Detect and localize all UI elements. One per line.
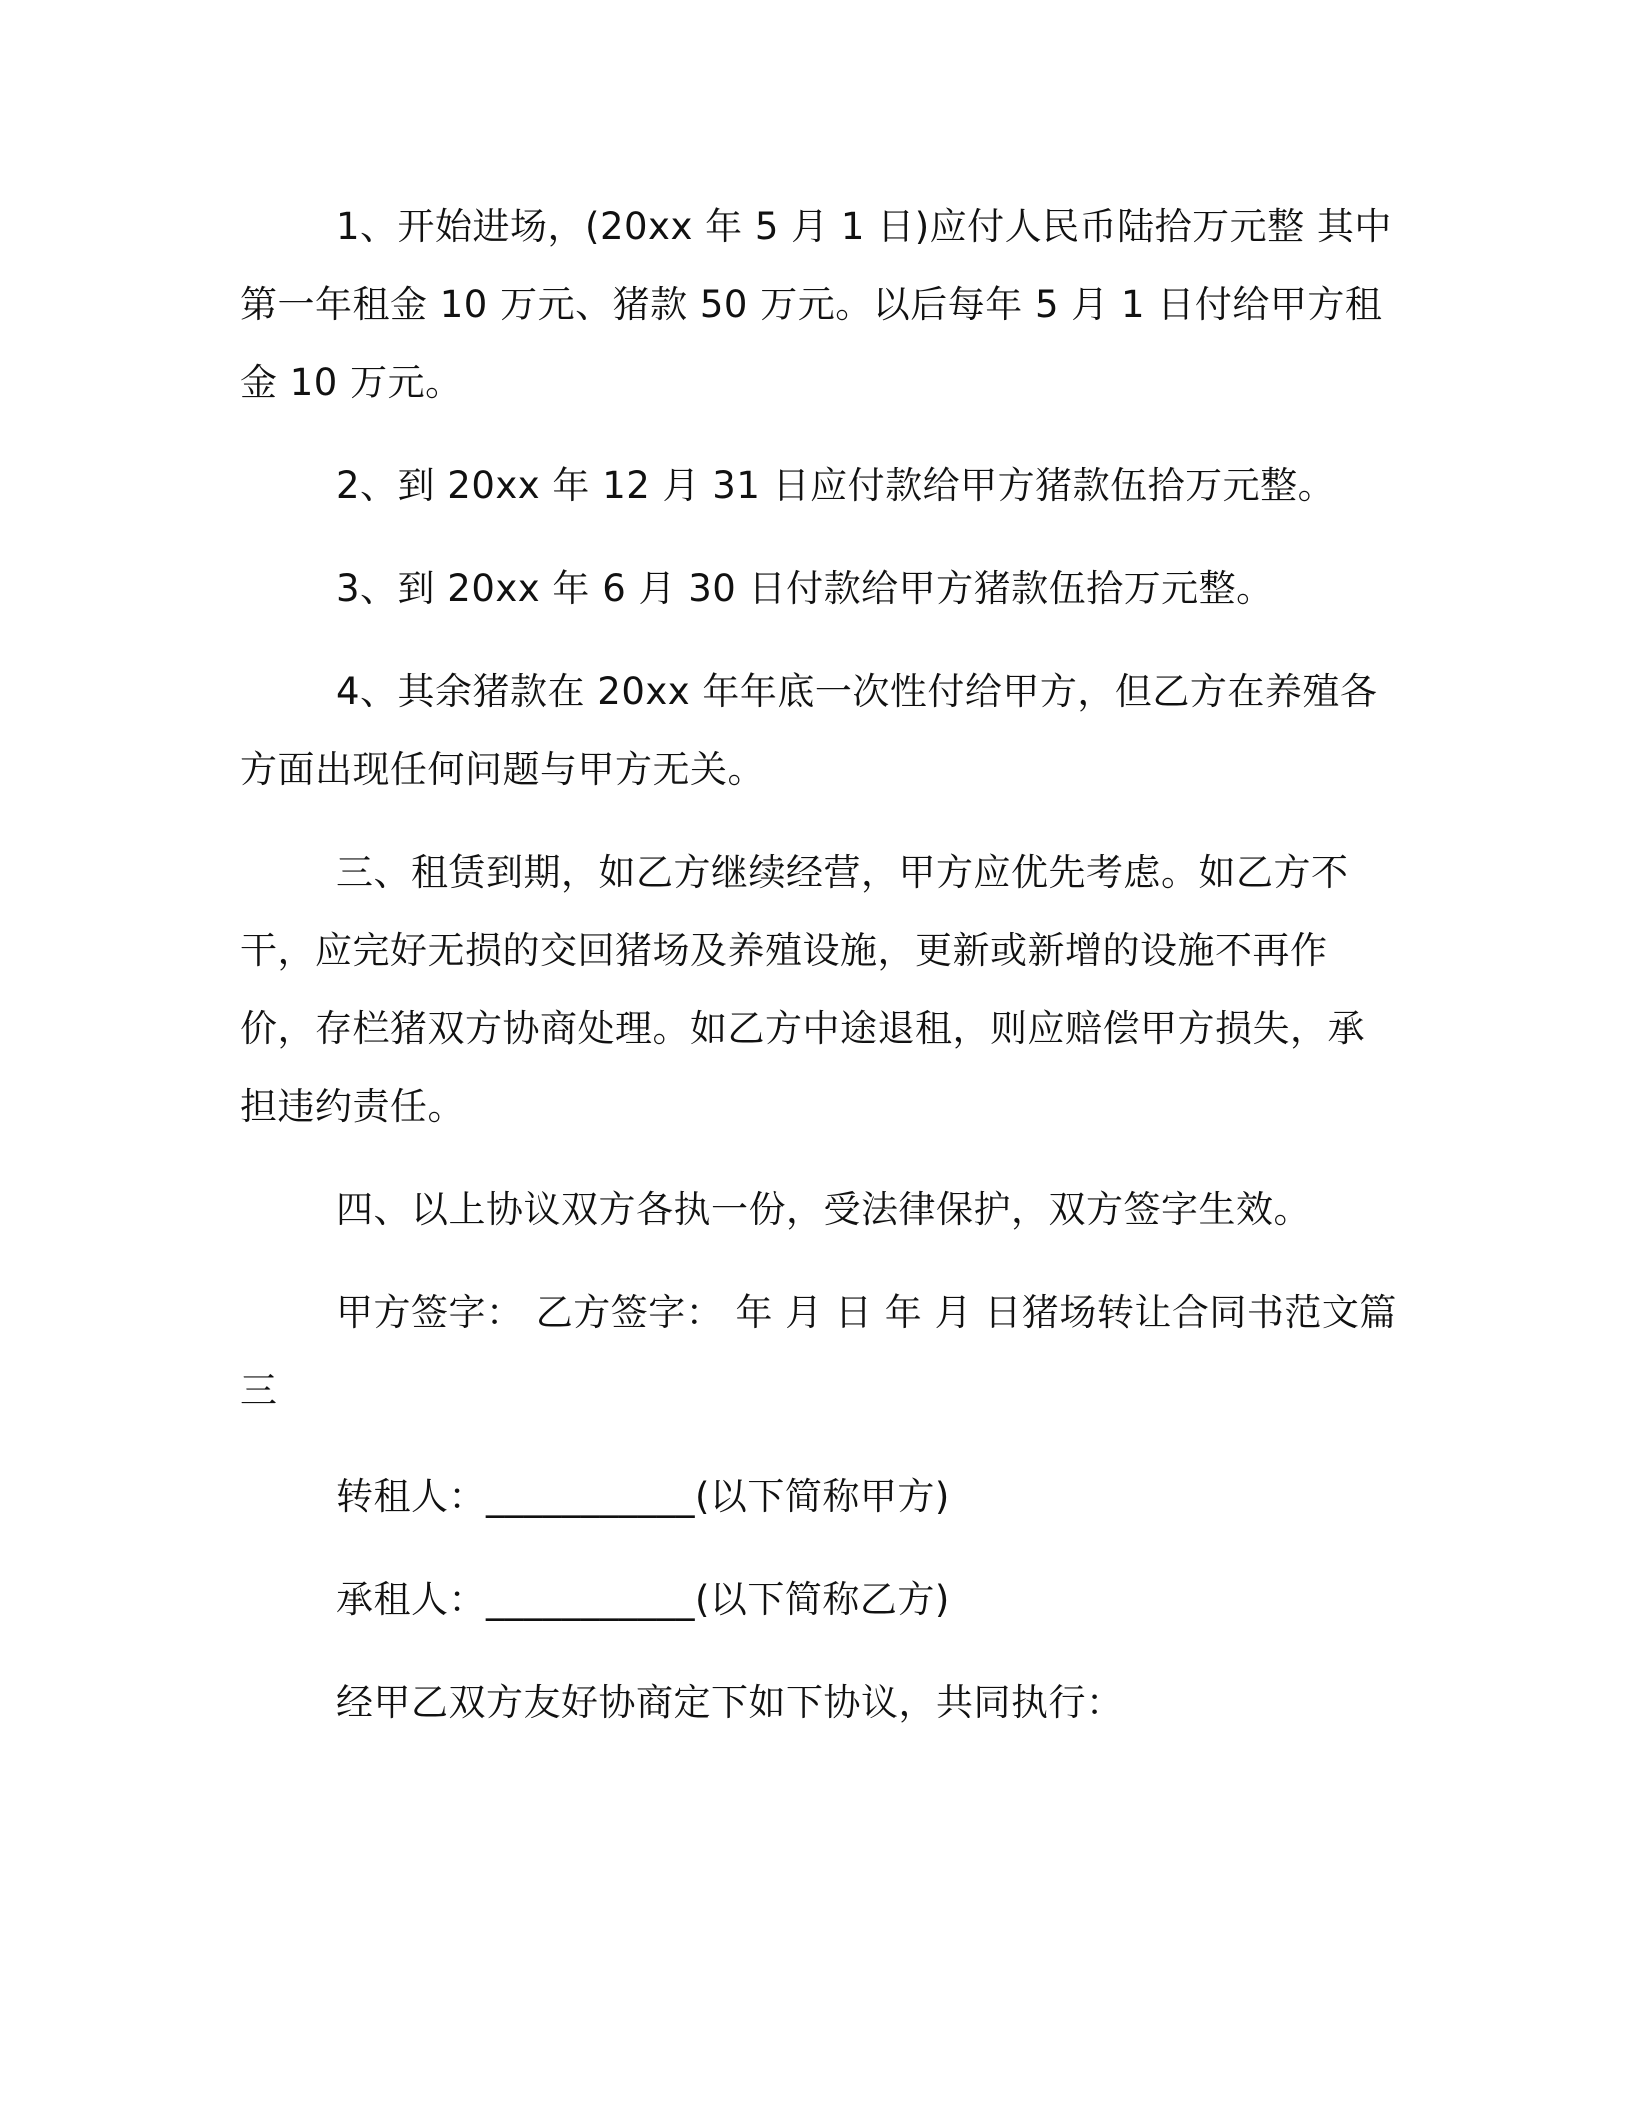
paragraph-payment-4: 4、其余猪款在 20xx 年年底一次性付给甲方，但乙方在养殖各方面出现任何问题与甲方无关。 xyxy=(240,670,1378,791)
paragraph-signatures: 甲方签字： 乙方签字： 年 月 日 年 月 日猪场转让合同书范文篇三 xyxy=(240,1291,1397,1412)
document-page xyxy=(240,188,1400,1742)
paragraph-agreement-copies: 四、以上协议双方各执一份，受法律保护，双方签字生效。 xyxy=(336,1188,1311,1231)
paragraph-payment-1: 1、开始进场，(20xx 年 5 月 1 日)应付人民币陆拾万元整 其中第一年租金 10 万元、猪款 50 万元。以后每年 5 月 1 日付给甲方租金 10 万元。 xyxy=(240,205,1392,404)
paragraph-sublessor: 转租人：___________(以下简称甲方) xyxy=(336,1475,950,1518)
paragraph-lessee: 承租人：___________(以下简称乙方) xyxy=(336,1578,950,1621)
paragraph-payment-3: 3、到 20xx 年 6 月 30 日付款给甲方猪款伍拾万元整。 xyxy=(336,567,1274,610)
paragraph-agreement-intro: 经甲乙双方友好协商定下如下协议，共同执行： xyxy=(336,1681,1124,1724)
paragraph-lease-expiry: 三、租赁到期，如乙方继续经营，甲方应优先考虑。如乙方不干，应完好无损的交回猪场及养殖设施，更新或新增的设施不再作价，存栏猪双方协商处理。如乙方中途退租，则应赔偿甲方损失，承担违约责任。 xyxy=(240,851,1365,1128)
paragraph-payment-2: 2、到 20xx 年 12 月 31 日应付款给甲方猪款伍拾万元整。 xyxy=(336,464,1336,507)
